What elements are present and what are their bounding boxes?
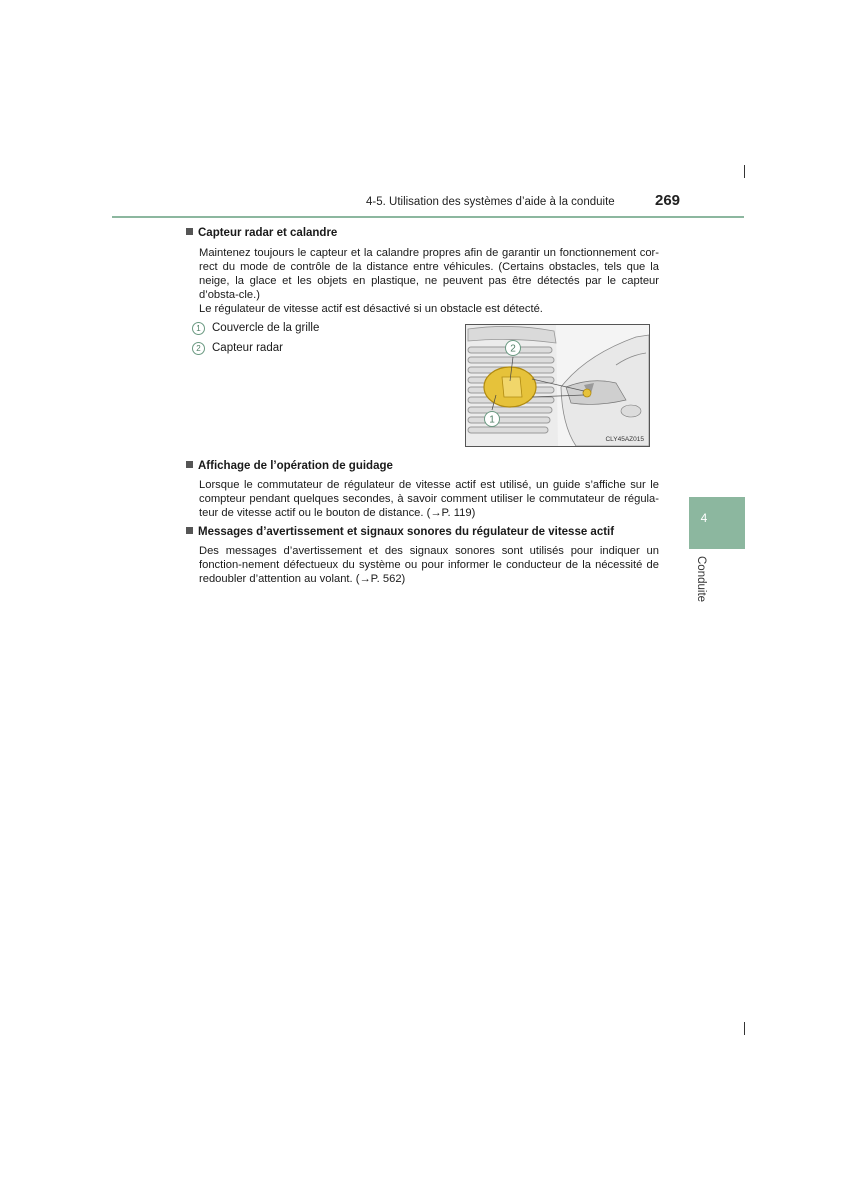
running-header-title: 4-5. Utilisation des systèmes d’aide à la conduite [366, 196, 615, 208]
callout-number: 2 [192, 342, 205, 355]
callout-number: 1 [192, 322, 205, 335]
grille-illustration [466, 325, 649, 446]
figure-marker-1: 1 [489, 414, 495, 426]
page-number: 269 [655, 192, 681, 209]
figure-marker-2: 2 [510, 343, 516, 355]
radar-grille-figure [465, 324, 650, 447]
paragraph-warnings: Des messages d’avertissement et des signaux sonores sont utilisés pour indiquer un fonction-nement défectueux du système ou pour informer le conducteur de la nécessité de redoubler d’attention au volant. (→P. 562) [199, 545, 659, 585]
paragraph-guidance: Lorsque le commutateur de régulateur de vitesse actif est utilisé, un guide s’affiche sur le compteur pendant quelques secondes, à savoir comment utiliser le commutateur de régula-teur de vitesse actif ou le bouton de distance. (→P. 119) [199, 479, 659, 519]
section-heading-radar [186, 227, 337, 239]
section-heading-text: Messages d’avertissement et signaux sonores du régulateur de vitesse actif [198, 526, 615, 538]
callout-label: Capteur radar [212, 342, 283, 354]
crop-mark-bottom [744, 1022, 745, 1035]
callout-label: Couvercle de la grille [212, 322, 320, 334]
section-heading-warnings [186, 526, 614, 538]
section-heading-text: Capteur radar et calandre [198, 227, 338, 239]
section-heading-guidance [186, 460, 393, 472]
bullet-square-icon [186, 527, 193, 534]
bullet-square-icon [186, 461, 193, 468]
crop-mark-top [744, 165, 745, 178]
chapter-tab-label: Conduite [695, 556, 707, 603]
section-heading-text: Affichage de l’opération de guidage [198, 460, 393, 472]
paragraph-radar-cleaning: Maintenez toujours le capteur et la calandre propres afin de garantir un fonctionnement cor-rect du mode de contrôle de la distance entre véhicules. (Certains obstacles, tels que la neige, la glace et les objets en plastique, ne peuvent pas être détectés par le capteur d’obsta-cle.) [199, 247, 659, 301]
figure-code: CLY45AZ015 [605, 436, 644, 443]
header-rule [112, 216, 744, 218]
paragraph-radar-deactivation: Le régulateur de vitesse actif est désactivé si un obstacle est détecté. [199, 303, 543, 315]
callout-item-1 [192, 322, 319, 335]
callout-item-2 [192, 342, 283, 355]
bullet-square-icon [186, 228, 193, 235]
chapter-tab-number: 4 [700, 511, 708, 525]
chapter-tab [689, 497, 745, 549]
